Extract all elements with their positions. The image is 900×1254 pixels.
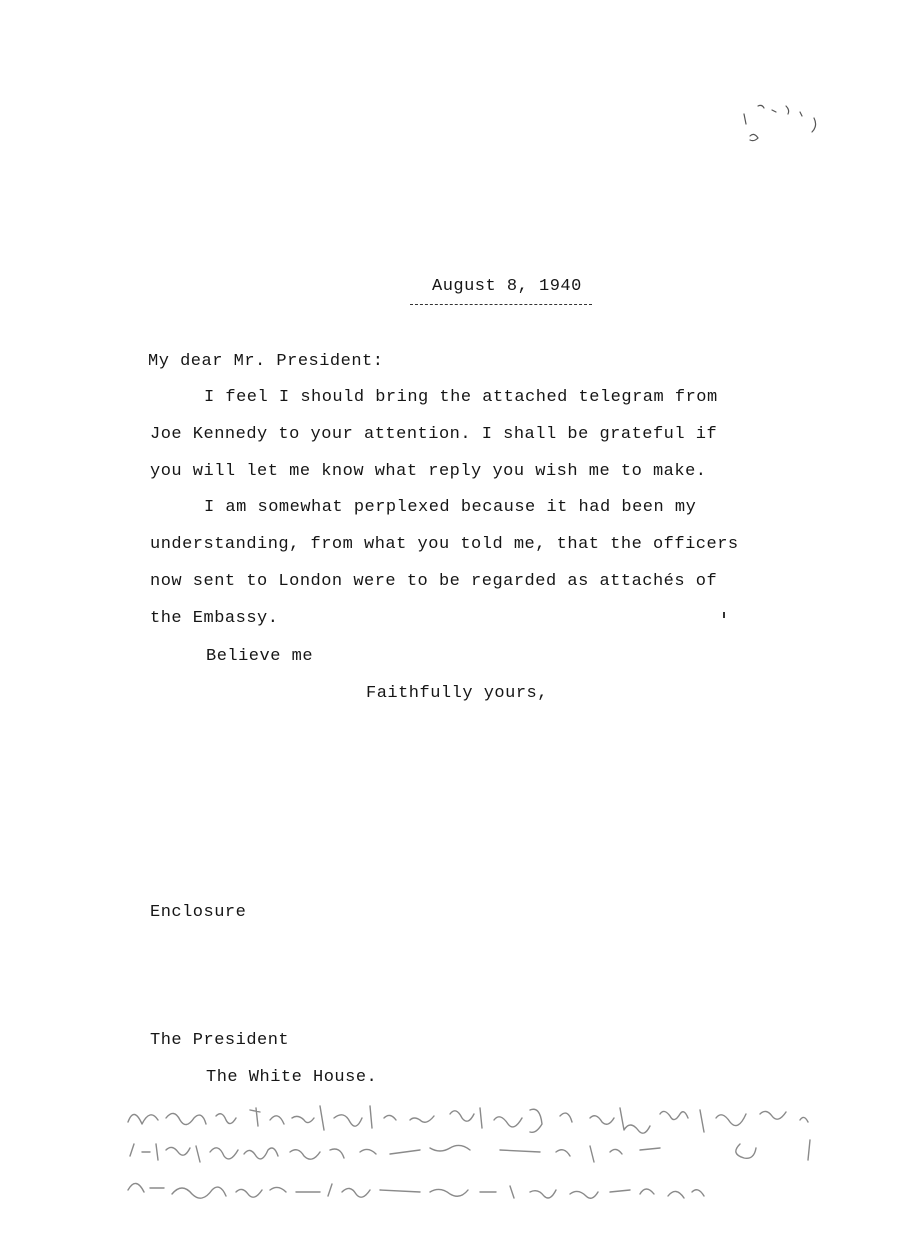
paragraph-2-line-3: now sent to London were to be regarded as attachés of — [150, 572, 718, 591]
paragraph-1-line-2: Joe Kennedy to your attention. I shall be grateful if — [150, 425, 718, 444]
ink-speck — [723, 612, 725, 618]
paragraph-1-line-1: I feel I should bring the attached telegram from — [204, 388, 718, 407]
closing-faithfully-yours: Faithfully yours, — [366, 684, 548, 703]
letter-date: August 8, 1940 — [432, 277, 582, 296]
salutation: My dear Mr. President: — [148, 352, 384, 371]
corner-pencil-marks — [736, 96, 826, 148]
addressee-address: The White House. — [206, 1068, 378, 1087]
date-underline — [410, 304, 592, 305]
addressee-name: The President — [150, 1031, 290, 1050]
paragraph-2-line-1: I am somewhat perplexed because it had been my — [204, 498, 697, 517]
paragraph-2-line-4: the Embassy. — [150, 609, 279, 628]
closing-believe-me: Believe me — [206, 647, 314, 666]
paragraph-2-line-2: understanding, from what you told me, that the officers — [150, 535, 739, 554]
paragraph-1-line-3: you will let me know what reply you wish me to make. — [150, 462, 707, 481]
enclosure-note: Enclosure — [150, 903, 247, 922]
handwritten-notation — [120, 1100, 840, 1210]
